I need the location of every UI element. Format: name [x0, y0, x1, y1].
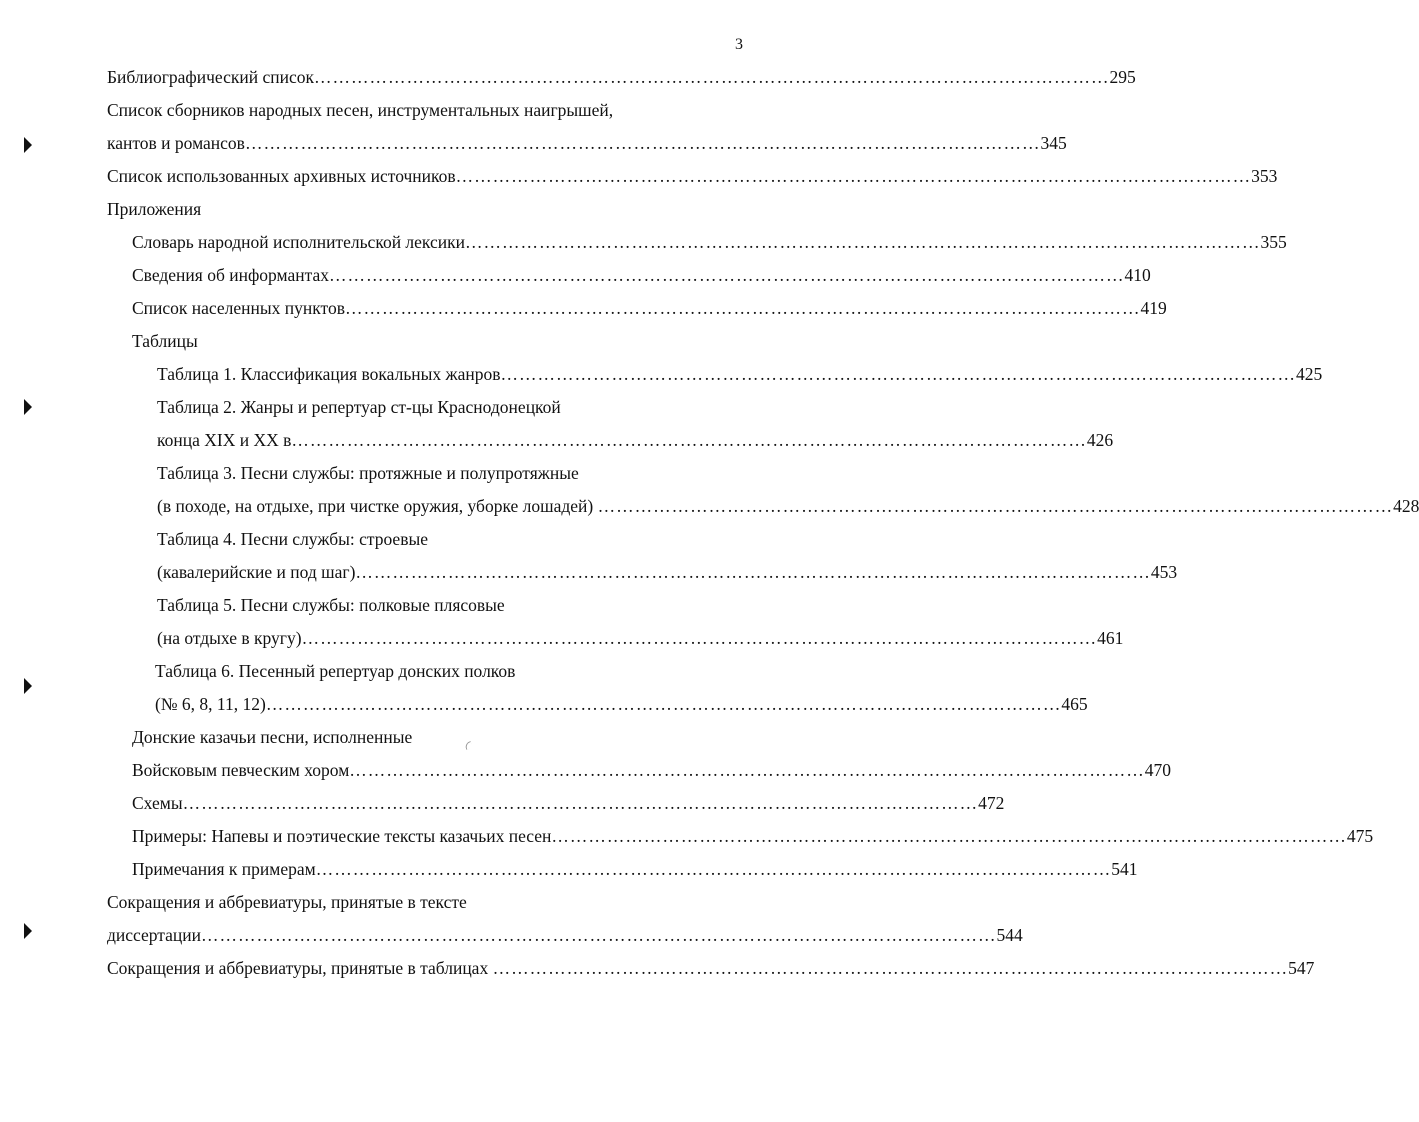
toc-entry-page: 410: [1124, 265, 1151, 285]
toc-entry-label: Примечания к примерам: [132, 859, 316, 879]
toc-entry-label: Словарь народной исполнительской лексики: [132, 232, 465, 252]
toc-leader-dots: …………………………………………………………………………………………………………………: [291, 430, 1087, 450]
toc-entry-label: конца XIX и XX в: [157, 430, 292, 450]
toc-entry-label: (№ 6, 8, 11, 12): [155, 694, 266, 714]
toc-leader-dots: …………………………………………………………………………………………………………………: [597, 496, 1394, 516]
toc-entry-table1[interactable]: [157, 359, 1323, 389]
toc-entry-bibliography[interactable]: [107, 62, 1136, 92]
toc-entry-informants[interactable]: [132, 260, 1151, 290]
toc-leader-dots: …………………………………………………………………………………………………………………: [500, 364, 1297, 384]
toc-entry-table6[interactable]: [155, 689, 1088, 719]
toc-entry-label: Библиографический список: [107, 67, 315, 87]
toc-leader-dots: …………………………………………………………………………………………………………………: [465, 232, 1261, 252]
toc-entry-label: Список населенных пунктов: [132, 298, 345, 318]
toc-leader-dots: …………………………………………………………………………………………………………………: [455, 166, 1252, 186]
toc-leader-dots: …………………………………………………………………………………………………………………: [329, 265, 1125, 285]
toc-entry-page: 428: [1393, 496, 1419, 516]
toc-leader-dots: …………………………………………………………………………………………………………………: [301, 628, 1098, 648]
toc-leader-dots: …………………………………………………………………………………………………………………: [201, 925, 997, 945]
toc-entry-label: Схемы: [132, 793, 183, 813]
toc-entry-table3-line1: Таблица 3. Песни службы: протяжные и полупротяжные: [157, 463, 579, 483]
toc-leader-dots: …………………………………………………………………………………………………………………: [344, 298, 1141, 318]
toc-entry-abbrev-text[interactable]: [107, 920, 1023, 950]
toc-entry-page: 426: [1086, 430, 1114, 450]
toc-entry-choir[interactable]: [132, 755, 1172, 785]
toc-entry-examples[interactable]: [132, 821, 1374, 851]
toc-entry-label: Сведения об информантах: [132, 265, 329, 285]
toc-entry-page: 355: [1260, 232, 1287, 252]
binding-mark: [24, 923, 32, 939]
toc-entry-label: Войсковым певческим хором: [132, 760, 350, 780]
toc-entry-songbooks[interactable]: [107, 128, 1067, 158]
toc-entry-table5-line1: Таблица 5. Песни службы: полковые плясовые: [157, 595, 505, 615]
toc-entry-table5[interactable]: [157, 623, 1124, 653]
toc-leader-dots: …………………………………………………………………………………………………………………: [349, 760, 1145, 780]
toc-entry-schemes[interactable]: [132, 788, 1005, 818]
toc-entry-table3[interactable]: [157, 491, 1419, 521]
toc-entry-page: 453: [1150, 562, 1178, 582]
toc-entry-page: 295: [1109, 67, 1136, 87]
toc-entry-page: 465: [1061, 694, 1088, 714]
toc-leader-dots: …………………………………………………………………………………………………………………: [551, 826, 1347, 846]
toc-entry-table4[interactable]: [157, 557, 1178, 587]
toc-entry-songbooks-line1: Список сборников народных песен, инструментальных наигрышей,: [107, 100, 614, 120]
toc-heading-tables: Таблицы: [132, 331, 198, 351]
toc-entry-label: диссертации: [107, 925, 202, 945]
binding-mark: [24, 399, 32, 415]
toc-entry-label: (кавалерийские и под шаг): [157, 562, 356, 582]
toc-entry-dictionary[interactable]: [132, 227, 1287, 257]
toc-leader-dots: …………………………………………………………………………………………………………………: [355, 562, 1151, 582]
toc-entry-label: Таблица 1. Классификация вокальных жанров: [157, 364, 501, 384]
toc-entry-table2[interactable]: [157, 425, 1114, 455]
toc-entry-label: Сокращения и аббревиатуры, принятые в таблицах: [107, 958, 493, 978]
toc-leader-dots: …………………………………………………………………………………………………………………: [315, 859, 1112, 879]
toc-entry-page: 419: [1140, 298, 1167, 318]
toc-entry-table6-line1: Таблица 6. Песенный репертуар донских полков: [155, 661, 516, 681]
toc-entry-label: (на отдыхе в кругу): [157, 628, 302, 648]
toc-entry-abbrev-tables[interactable]: [107, 953, 1315, 983]
toc-heading-appendices: Приложения: [107, 199, 202, 219]
toc-entry-page: 461: [1097, 628, 1124, 648]
toc-entry-page: 345: [1040, 133, 1067, 153]
toc-entry-table2-line1: Таблица 2. Жанры и репертуар ст-цы Краснодонецкой: [157, 397, 561, 417]
toc-entry-abbrev-text-line1: Сокращения и аббревиатуры, принятые в тексте: [107, 892, 467, 912]
toc-entry-examples-notes[interactable]: [132, 854, 1138, 884]
toc-leader-dots: …………………………………………………………………………………………………………………: [265, 694, 1062, 714]
toc-leader-dots: …………………………………………………………………………………………………………………: [244, 133, 1041, 153]
toc-entry-settlements[interactable]: [132, 293, 1167, 323]
toc-entry-page: 472: [978, 793, 1005, 813]
toc-entry-page: 541: [1111, 859, 1138, 879]
page-number: 3: [735, 36, 743, 53]
toc-entry-label: Список использованных архивных источников: [107, 166, 456, 186]
toc-entry-choir-line1: Донские казачьи песни, исполненные: [132, 727, 413, 747]
toc-entry-label: кантов и романсов: [107, 133, 245, 153]
binding-mark: [24, 678, 32, 694]
toc-entry-page: 470: [1144, 760, 1172, 780]
toc-leader-dots: …………………………………………………………………………………………………………………: [314, 67, 1110, 87]
toc-entry-archives[interactable]: [107, 161, 1278, 191]
toc-entry-page: 544: [996, 925, 1023, 945]
toc-entry-page: 353: [1251, 166, 1278, 186]
toc-leader-dots: …………………………………………………………………………………………………………………: [492, 958, 1289, 978]
toc-entry-page: 425: [1296, 364, 1323, 384]
toc-entry-label: (в походе, на отдыхе, при чистке оружия, уборке лошадей): [157, 496, 598, 516]
toc-entry-page: 547: [1288, 958, 1315, 978]
toc-entry-table4-line1: Таблица 4. Песни службы: строевые: [157, 529, 428, 549]
toc-entry-page: 475: [1346, 826, 1374, 846]
binding-mark: [24, 137, 32, 153]
toc-entry-label: Примеры: Напевы и поэтические тексты казачьих песен: [132, 826, 552, 846]
toc-leader-dots: …………………………………………………………………………………………………………………: [182, 793, 979, 813]
